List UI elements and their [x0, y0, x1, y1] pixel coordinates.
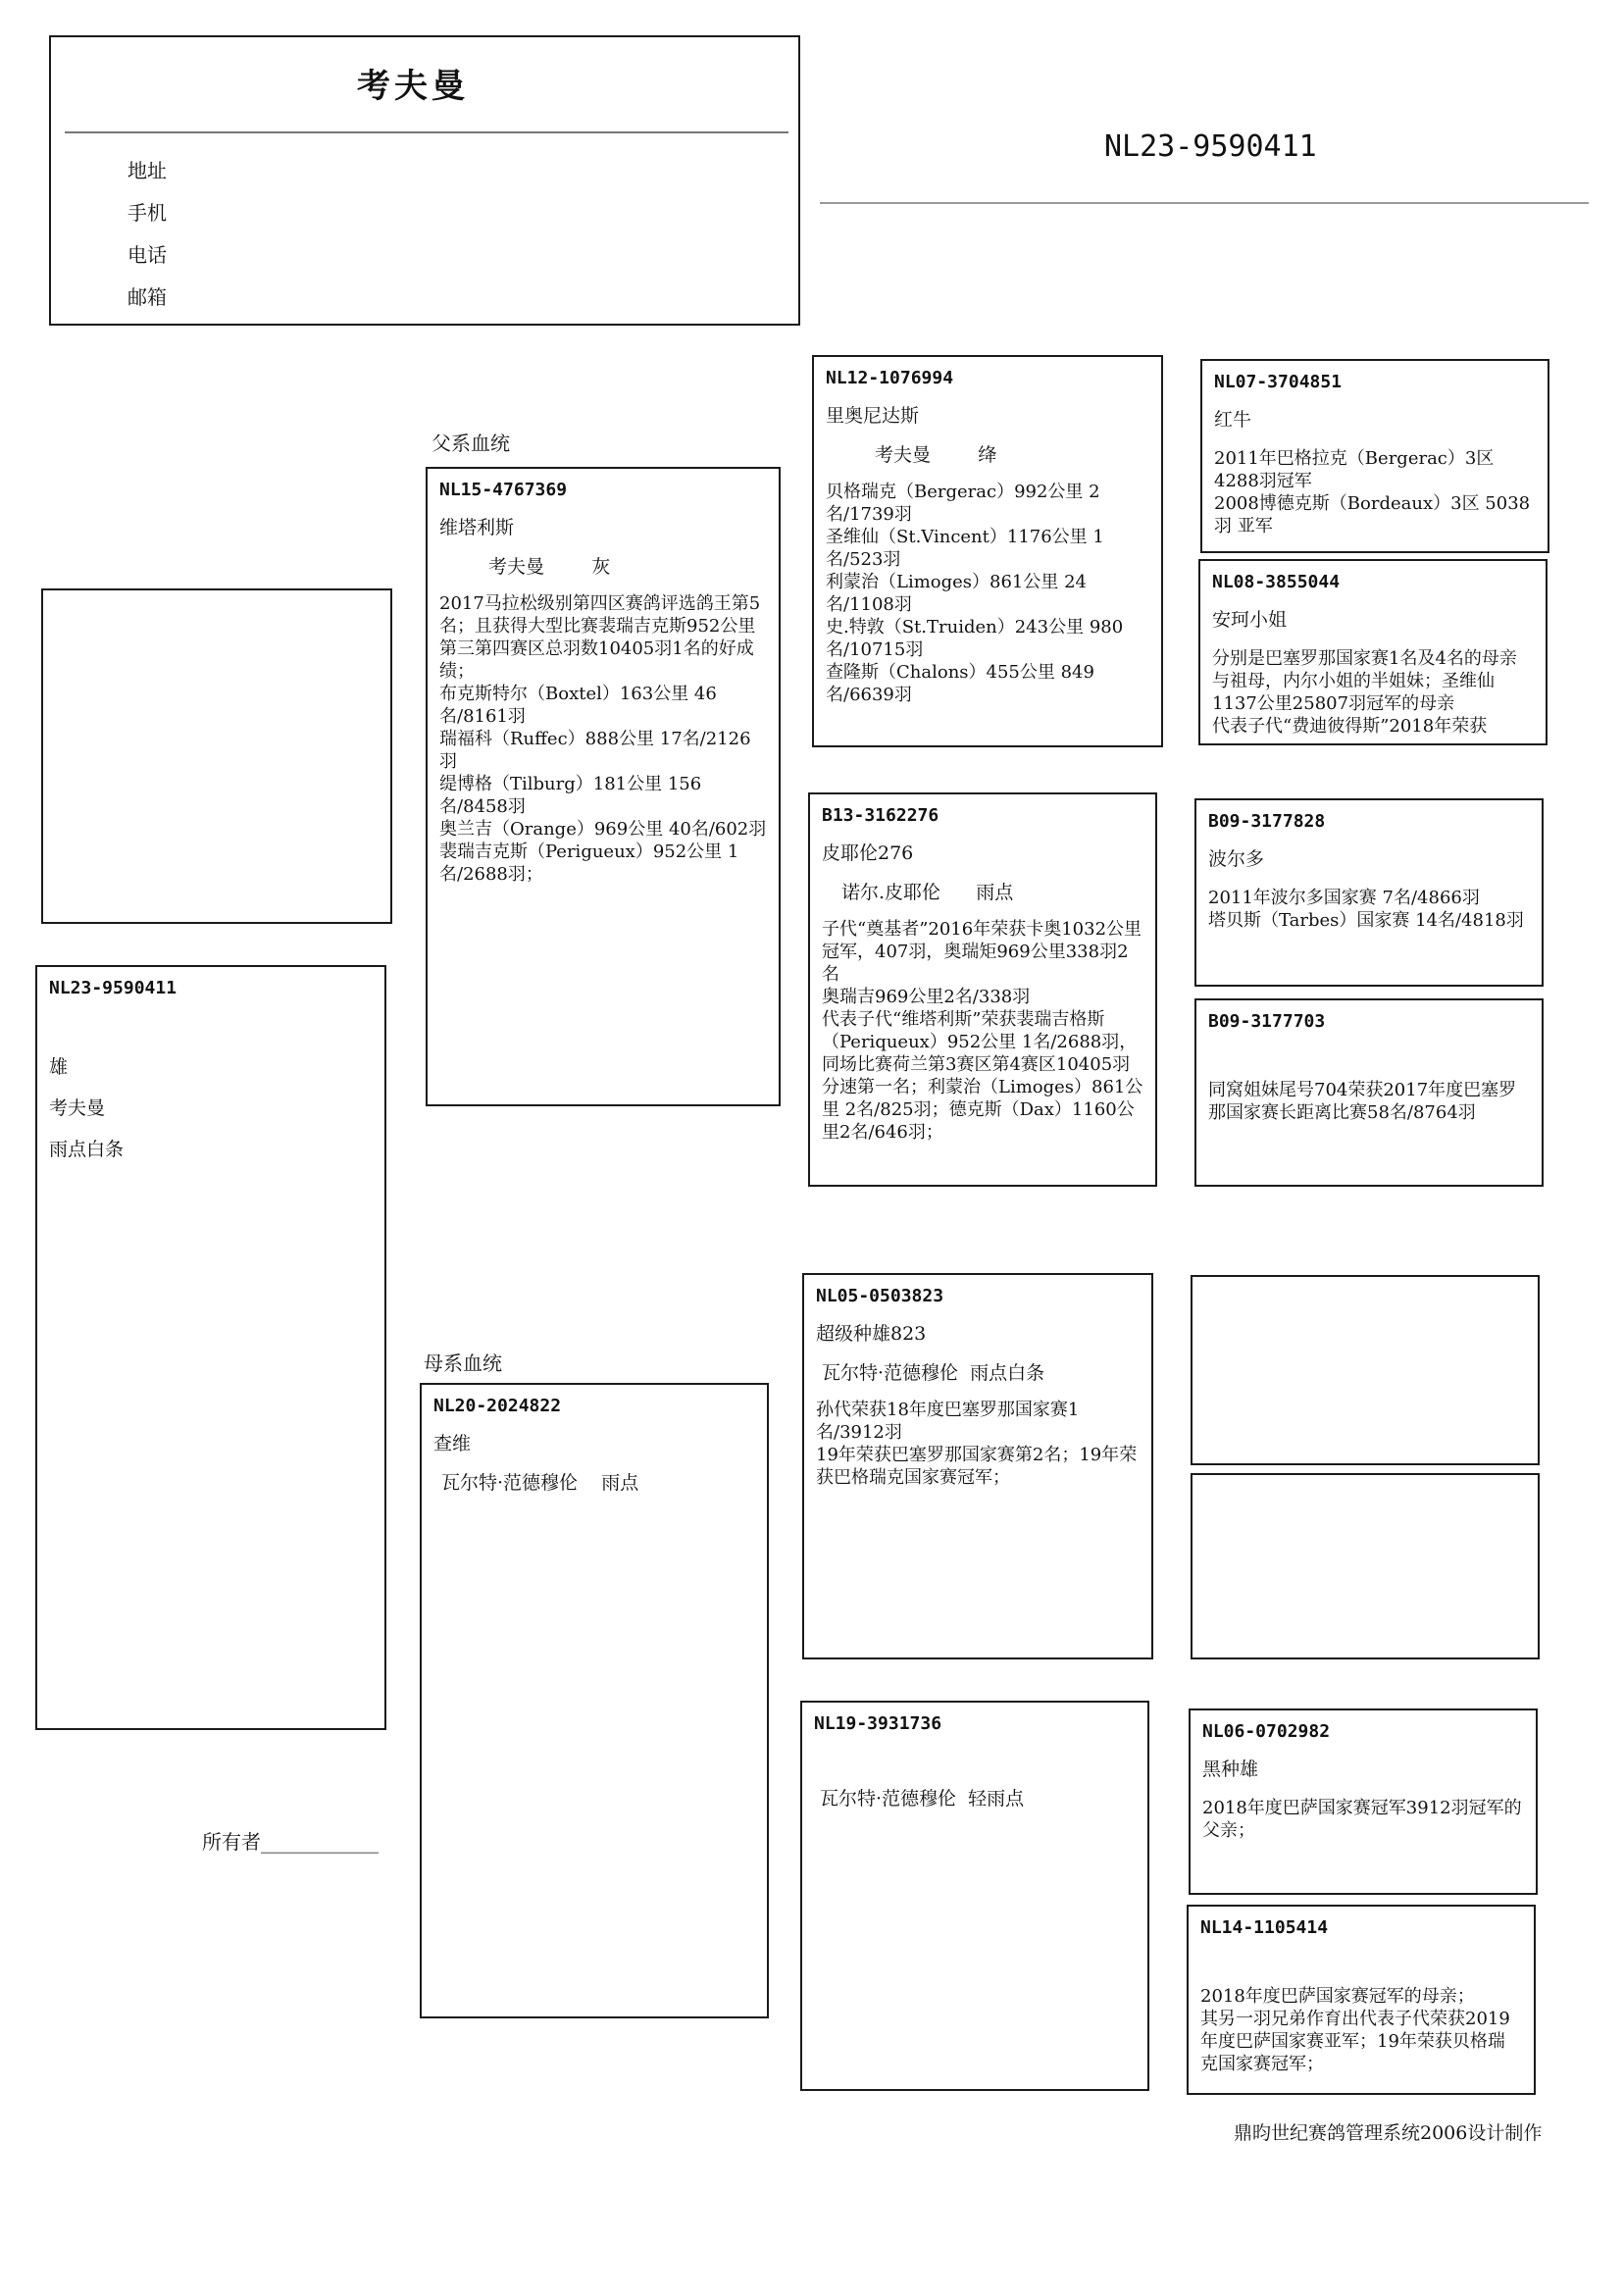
sire-sire-ring: NL12-1076994 [826, 368, 954, 388]
dam-ring: NL20-2024822 [433, 1396, 562, 1416]
sire-dam-card [808, 792, 1157, 1187]
sss-name: 红牛 [1214, 409, 1252, 431]
sire-sire-card [812, 355, 1163, 747]
owner-signature-line: ____________ [261, 1830, 379, 1854]
owner-label: 所有者 [202, 1830, 261, 1854]
sire-ring: NL15-4767369 [439, 480, 568, 500]
sdd-ring: B09-3177703 [1208, 1011, 1326, 1032]
sire-dam-breed: 诺尔.皮耶伦 雨点 [841, 882, 1014, 903]
dam-card [420, 1383, 769, 2018]
subject-card [35, 965, 386, 1730]
ssd-name: 安珂小姐 [1212, 609, 1288, 631]
owner-info-box [49, 35, 800, 326]
subject-ring: NL23-9590411 [49, 978, 178, 998]
sds-desc: 2011年波尔多国家赛 7名/4866羽 塔贝斯（Tarbes）国家赛 14名/4818羽 [1208, 888, 1524, 931]
ring-underline [820, 202, 1589, 204]
ssd-card [1198, 559, 1548, 745]
sds-card [1194, 798, 1544, 987]
sire-desc: 2017马拉松级别第四区赛鸽评选鸽王第5名；且获得大型比赛裴瑞吉克斯952公里第三第四赛区总羽数10405羽1名的好成绩； 布克斯特尔（Boxtel）163公里 46名/8161羽 瑞福科（Ruffec）888公里 17名/2126羽 缇博格（Tilburg）181公里 156名/8458羽 奥兰吉（Orange）969公里 40名/602羽 裴瑞吉克斯（Perigueux）952公里 1名/2688羽； [439, 593, 767, 885]
phone-label: 电话 [127, 243, 167, 267]
subject-color: 雨点白条 [49, 1139, 125, 1160]
photo-box [41, 588, 392, 924]
header-ring-number: NL23-9590411 [1104, 129, 1317, 164]
dds-ring: NL06-0702982 [1202, 1721, 1331, 1742]
dam-sire-card [802, 1273, 1153, 1659]
subject-breeder: 考夫曼 [49, 1097, 106, 1119]
dam-dam-card [800, 1701, 1149, 2091]
ddd-ring: NL14-1105414 [1200, 1917, 1329, 1938]
owner-signature [202, 1826, 379, 1855]
sdd-card [1194, 998, 1544, 1187]
ssd-desc: 分别是巴塞罗那国家赛1名及4名的母亲与祖母，内尔小姐的半姐妹；圣维仙1137公里25807羽冠军的母亲 代表子代“费迪彼得斯”2018年荣获 [1212, 648, 1517, 737]
ssd-ring: NL08-3855044 [1212, 572, 1341, 592]
sire-sire-name: 里奥尼达斯 [826, 405, 920, 427]
sire-dam-ring: B13-3162276 [822, 805, 939, 826]
sds-ring: B09-3177828 [1208, 811, 1326, 832]
dam-sire-breed: 瓦尔特·范德穆伦 雨点白条 [822, 1362, 1045, 1384]
ddd-desc: 2018年度巴萨国家赛冠军的母亲； 其另一羽兄弟作育出代表子代荣获2019年度巴萨国家赛亚军；19年荣获贝格瑞克国家赛冠军； [1200, 1986, 1510, 2074]
sss-desc: 2011年巴格拉克（Bergerac）3区4288羽冠军 2008博德克斯（Bordeaux）3区 5038羽 亚军 [1214, 448, 1531, 536]
subject-sex: 雄 [49, 1056, 69, 1078]
sire-name: 维塔利斯 [439, 517, 515, 538]
sire-sire-desc: 贝格瑞克（Bergerac）992公里 2名/1739羽 圣维仙（St.Vincent）1176公里 1名/523羽 利蒙治（Limoges）861公里 24名/1108羽 史.特敦（St.Truiden）243公里 980名/10715羽 查隆斯（Chalons）455公里 849名/6639羽 [826, 482, 1124, 705]
sire-line-label: 父系血统 [431, 432, 510, 455]
dam-dam-ring: NL19-3931736 [814, 1713, 942, 1734]
dds-name: 黑种雄 [1202, 1759, 1259, 1780]
header-divider [65, 131, 788, 133]
dam-name: 查维 [433, 1433, 472, 1454]
dsd-card [1191, 1473, 1540, 1659]
dam-sire-name: 超级种雄823 [816, 1323, 927, 1345]
sire-sire-breed: 考夫曼 绛 [875, 444, 997, 466]
ddd-card [1187, 1905, 1536, 2095]
dss-card [1191, 1275, 1540, 1465]
dds-desc: 2018年度巴萨国家赛冠军3912羽冠军的父亲； [1202, 1798, 1522, 1841]
sss-card [1200, 359, 1549, 553]
owner-name: 考夫曼 [357, 67, 469, 106]
credit-text: 鼎昀世纪赛鸽管理系统2006设计制作 [1234, 2122, 1543, 2144]
sire-dam-name: 皮耶伦276 [822, 842, 914, 864]
sdd-desc: 同窝姐妹尾号704荣获2017年度巴塞罗那国家赛长距离比赛58名/8764羽 [1208, 1080, 1517, 1123]
dam-sire-ring: NL05-0503823 [816, 1286, 944, 1306]
dam-sire-desc: 孙代荣获18年度巴塞罗那国家赛1名/3912羽 19年荣获巴塞罗那国家赛第2名；19年荣获巴格瑞克国家赛冠军； [816, 1400, 1138, 1488]
dam-dam-breed: 瓦尔特·范德穆伦 轻雨点 [820, 1788, 1025, 1810]
sss-ring: NL07-3704851 [1214, 372, 1343, 392]
address-label: 地址 [127, 159, 167, 182]
sire-dam-desc: 子代“奠基者”2016年荣获卡奥1032公里冠军，407羽，奥瑞矩969公里338羽2名 奥瑞吉969公里2名/338羽 代表子代“维塔利斯”荣获裴瑞吉格斯（Periqueux）952公里 1名/2688羽，同场比赛荷兰第3赛区第4赛区10405羽分速第一名；利蒙治（Limoges）861公里 2名/825羽；德克斯（Dax）1160公里2名/646羽； [822, 919, 1143, 1143]
sire-card [426, 467, 781, 1106]
dam-breed: 瓦尔特·范德穆伦 雨点 [441, 1472, 639, 1494]
sds-name: 波尔多 [1208, 848, 1265, 870]
mobile-label: 手机 [127, 201, 167, 225]
dam-line-label: 母系血统 [424, 1351, 502, 1375]
email-label: 邮箱 [127, 285, 167, 309]
sire-breed: 考夫曼 灰 [488, 556, 611, 578]
dds-card [1189, 1708, 1538, 1895]
